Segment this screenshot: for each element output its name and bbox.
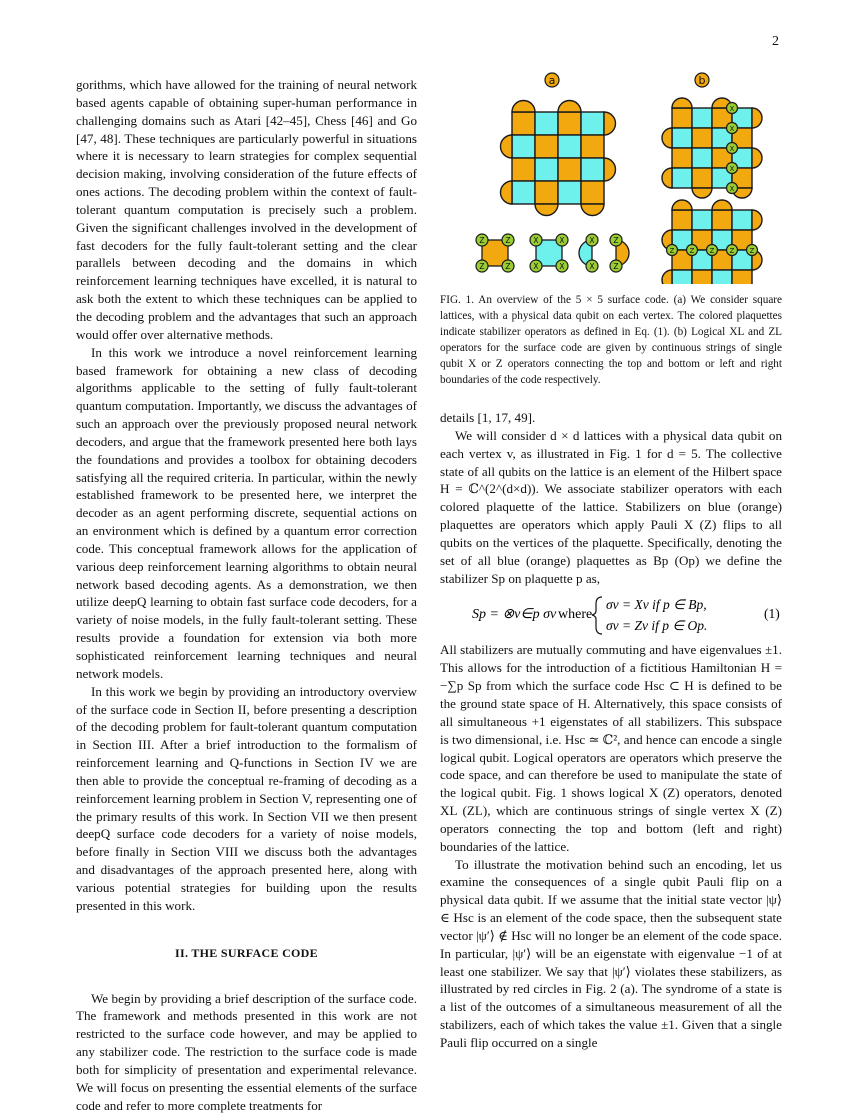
lattice-b-z-plaquette (672, 210, 692, 230)
qubit-operator-label: X (559, 262, 564, 271)
paragraph: In this work we begin by providing an introductory overview of the surface code in Section II, before presenting a description of the decoding problem for fault-tolerant quantum computation in Section III. After a brief introduction to the formalism of reinforcement learning and Q-functions in Section IV we are then able to provide the conceptual re-framing of decoding as a reinforcement learning problem in Section V, representing one of the primary results of this work. In Section VII we then present deepQ surface code decoders for a variety of noise models, before finally in Section VIII we discuss both the advantages and disadvantages of the approach presented here, along with various potential strategies for building upon the results presented in this work. (76, 683, 417, 915)
surface-code-figure (440, 64, 782, 284)
panel-label: a (549, 74, 556, 87)
lattice-a-plaquette (558, 112, 581, 135)
figure-1 (440, 64, 782, 284)
lattice-b-z-boundary-plaquette (712, 200, 732, 210)
lattice-b-z-plaquette (692, 270, 712, 284)
lattice-a-plaquette (512, 112, 535, 135)
lattice-b-z-plaquette (692, 210, 712, 230)
lattice-b-z-boundary-plaquette (672, 200, 692, 210)
qubit-operator-label: X (730, 165, 735, 173)
qubit-operator-label: Z (479, 262, 484, 271)
lattice-a-boundary-plaquette (604, 112, 616, 135)
lattice-a-plaquette (535, 112, 558, 135)
paragraph: gorithms, which have allowed for the training of neural network based agents capable of obtaining super-human performance in challenging domains such as Atari [42–45], Chess [46] and Go [47, 48]. These techniques are particularly powerful in situations where it is necessary to learn strategies for complex sequential decision making, involving consideration of the future effects of ones actions. The decoding problem within the context of fault-tolerant quantum computation is precisely such a problem. Given the significant challenges involved in the development of fast decoders for the fully fault-tolerant setting and the clear parallels between decoding and the domains in which reinforcement learning techniques have excelled, it is natural to ask both the extent to which these techniques can be applied to the decoding problem and the advantages that such an approach would offer over alternative methods. (76, 76, 417, 344)
qubit-operator-label: Z (730, 247, 735, 255)
equation-number: (1) (764, 606, 780, 621)
qubit-operator-label: Z (710, 247, 715, 255)
lattice-b-z-boundary-plaquette (752, 210, 762, 230)
lattice-a-plaquette (535, 181, 558, 204)
lattice-a-plaquette (581, 181, 604, 204)
paragraph: All stabilizers are mutually commuting and have eigenvalues ±1. This allows for the introduction of a fictitious Hamiltonian H = −∑p Sp from which the surface code Hsc ⊂ H is defined to be the ground state space of H. Alternatively, this space consists of all simultaneous +1 eigenstates of all stabilizers. This subspace is two dimensional, i.e. Hsc ≃ ℂ², and hence can encode a single logical qubit. Logical operators are operators which preserve the code space, and can therefore be used to manipulate the state of the logical qubit. Fig. 1 shows logical X (Z) operators, denoted XL (ZL), which are continuous strings of single vertex X (Z) operators connecting the top and bottom (left and right) boundaries of the lattice. (440, 641, 782, 855)
page-number: 2 (772, 34, 779, 50)
lattice-a-plaquette (558, 135, 581, 158)
qubit-operator-label: X (589, 236, 594, 245)
lattice-b-z-plaquette (712, 210, 732, 230)
qubit-operator-label: X (533, 262, 538, 271)
equation-lhs: Sp = ⊗v∈p σv (472, 607, 557, 622)
lattice-a-plaquette (535, 158, 558, 181)
qubit-operator-label: X (730, 105, 735, 113)
qubit-operator-label: Z (613, 262, 618, 271)
qubit-operator-label: X (589, 262, 594, 271)
qubit-operator-label: Z (670, 247, 675, 255)
lattice-b-x-plaquette (692, 168, 712, 188)
qubit-operator-label: X (559, 236, 564, 245)
panel-label: b (699, 74, 706, 87)
paragraph: We begin by providing a brief description of the surface code. The framework and methods presented in this work are not restricted to the surface code however, and may be applied to any stabilizer code. The restriction to the surface code is made both for simplicity of presentation and experimental relevance. We will focus on presenting the essential elements of the surface code and refer to more complete treatments for (76, 990, 417, 1114)
left-column (76, 76, 417, 1114)
lattice-a-boundary-plaquette (501, 135, 513, 158)
lattice-a-boundary-plaquette (604, 158, 616, 181)
paragraph: In this work we introduce a novel reinforcement learning based framework for obtaining a new class of decoding algorithms applicable to the setting of fully fault-tolerant quantum computation. Importantly, we discuss the advantages of such an approach over the previously proposed neural network decoders, and argue that the framework presented here both lays the foundations and provides a toolbox for obtaining decoders satisfying all the required criteria. In particular, within the newly established framework to be presented here, we interpret the decoder as an agent performing discrete, sequential actions on an environment which is defined by a quantum error correction code. This conceptual framework allows for the application of various deep reinforcement learning algorithms to obtain neural network based decoding agents. As a demonstration, we then utilize deepQ learning to obtain fast surface code decoders, for a variety of noise models, in the fully fault-tolerant setting. These results provide a foundation for extension via both more sophisticated reinforcement learning techniques and neural network models. (76, 344, 417, 683)
lattice-b-z-plaquette (732, 270, 752, 284)
qubit-operator-label: Z (479, 236, 484, 245)
lattice-b-x-boundary-plaquette (662, 168, 672, 188)
equation-case-1: σv = Xv if p ∈ Bp, (606, 597, 707, 612)
lattice-b-x-plaquette (672, 168, 692, 188)
equation-1 (440, 587, 782, 641)
lattice-b-x-plaquette (672, 128, 692, 148)
lattice-a-plaquette (581, 158, 604, 181)
lattice-a-plaquette (581, 112, 604, 135)
lattice-b-z-plaquette (732, 210, 752, 230)
paragraph: details [1, 17, 49]. (440, 409, 782, 427)
paragraph: To illustrate the motivation behind such an encoding, let us examine the consequences of a single qubit Pauli flip on a physical data qubit. If we assume that the initial state vector |ψ⟩ ∈ Hsc is an element of the code space, then the subsequent state vector |ψ′⟩ ∉ Hsc will no longer be an element of the code space. In particular, |ψ′⟩ will be an eigenstate with eigenvalue −1 of at least one stabilizer. We say that |ψ′⟩ violates these stabilizers, as illustrated by red circles in Fig. 2 (a). The syndrome of a state is a list of the outcomes of a simultaneous measurement of all the stabilizers, each of which takes the value ±1. Given that a single Pauli flip occurred on a single (440, 856, 782, 1052)
qubit-operator-label: Z (690, 247, 695, 255)
lattice-a-plaquette (512, 181, 535, 204)
lattice-a-plaquette (581, 135, 604, 158)
qubit-operator-label: Z (505, 236, 510, 245)
section-heading: II. THE SURFACE CODE (76, 945, 417, 963)
lattice-b-x-boundary-plaquette (692, 188, 712, 198)
lattice-b-x-boundary-plaquette (662, 128, 672, 148)
lattice-b-z-plaquette (712, 270, 732, 284)
lattice-b-x-boundary-plaquette (752, 148, 762, 168)
qubit-operator-label: Z (613, 236, 618, 245)
equation-brace (592, 597, 602, 634)
lattice-a-plaquette (535, 135, 558, 158)
lattice-a-boundary-plaquette (581, 204, 604, 216)
lattice-b-x-boundary-plaquette (672, 98, 692, 108)
right-column (440, 409, 782, 1052)
lattice-a-boundary-plaquette (512, 101, 535, 113)
qubit-operator-label: X (533, 236, 538, 245)
lattice-a-boundary-plaquette (535, 204, 558, 216)
qubit-operator-label: Z (505, 262, 510, 271)
lattice-a-boundary-plaquette (558, 101, 581, 113)
equation-where: where (558, 607, 592, 622)
paragraph: We will consider d × d lattices with a physical data qubit on each vertex v, as illustrated in Fig. 1 for d = 5. The collective state of all qubits on the lattice is an element of the Hilbert space H = ℂ^(2^(d×d)). We associate stabilizer operators with each colored plaquette of the lattice. Stabilizers on blue (orange) plaquettes are operators which apply Pauli X (Z) flips to all qubits on the vertices of the plaquette. Specifically, denoting the set of all blue (orange) plaquettes as Bp (Op) we define the stabilizer Sp on plaquette p as, (440, 427, 782, 588)
lattice-a-plaquette (512, 158, 535, 181)
lattice-b-z-boundary-plaquette (662, 270, 672, 284)
lattice-b-x-plaquette (672, 148, 692, 168)
lattice-a-plaquette (558, 181, 581, 204)
equation-case-2: σv = Zv if p ∈ Op. (606, 618, 707, 633)
lattice-b-x-plaquette (692, 108, 712, 128)
figure-caption: FIG. 1. An overview of the 5 × 5 surface code. (a) We consider square lattices, with a physical data qubit on each vertex. The colored plaquettes indicate stabilizer operators as defined in Eq. (1). (b) Logical XL and ZL operators for the surface code are given by continuous strings of single qubit X or Z operators connecting the top and bottom or left and right boundaries of the code respectively. (440, 292, 782, 388)
lattice-b-x-plaquette (692, 148, 712, 168)
lattice-a-boundary-plaquette (501, 181, 513, 204)
qubit-operator-label: X (730, 185, 735, 193)
qubit-operator-label: Z (750, 247, 755, 255)
lattice-a-plaquette (558, 158, 581, 181)
lattice-b-x-boundary-plaquette (752, 108, 762, 128)
qubit-operator-label: X (730, 125, 735, 133)
lattice-b-z-plaquette (672, 270, 692, 284)
lattice-a-plaquette (512, 135, 535, 158)
lattice-b-x-plaquette (692, 128, 712, 148)
lattice-b-x-plaquette (672, 108, 692, 128)
qubit-operator-label: X (730, 145, 735, 153)
